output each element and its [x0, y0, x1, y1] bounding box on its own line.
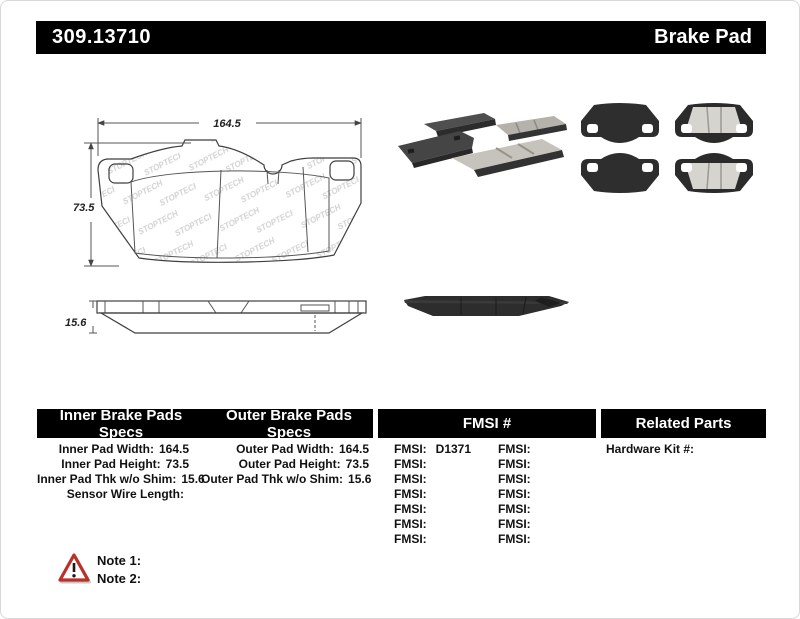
fmsi-row: FMSI: — [498, 472, 531, 486]
thickness-dim-marks — [89, 301, 97, 333]
spec-row: Outer Pad Thk w/o Shim: 15.6 — [201, 472, 372, 486]
fmsi-row: FMSI: — [498, 442, 531, 456]
width-dimension-label: 164.5 — [213, 118, 241, 130]
pads-photo-perspective — [396, 104, 586, 196]
spec-row: Sensor Wire Length: — [66, 487, 184, 501]
note-1: Note 1: — [97, 553, 142, 568]
spec-row: Outer Pad Height: 73.5 — [238, 457, 369, 471]
pad-friction-top-right — [675, 103, 753, 143]
shim-clip — [301, 305, 329, 311]
height-dimension-label: 73.5 — [73, 202, 95, 214]
inner-specs-table — [37, 442, 205, 502]
related-parts-table — [606, 442, 766, 457]
v-notch-lines — [208, 301, 249, 313]
related-parts-header-bar — [601, 409, 766, 438]
fmsi-row: FMSI: — [498, 517, 531, 531]
front-view-drawing — [71, 104, 381, 279]
product-title: Brake Pad — [654, 26, 752, 48]
fmsi-row: FMSI: D1371 — [394, 442, 472, 456]
spec-row: Outer Pad Width: 164.5 — [236, 442, 369, 456]
inner-specs-title: Inner Brake Pads Specs — [59, 406, 183, 441]
fmsi-title: FMSI # — [462, 415, 512, 432]
warning-triangle-icon — [57, 552, 91, 584]
pads-photo-flat — [579, 97, 757, 195]
fmsi-row: FMSI: — [498, 457, 531, 471]
outer-specs-title: Outer Brake Pads Specs — [226, 406, 352, 441]
fmsi-row: FMSI: — [394, 457, 427, 471]
fmsi-row: FMSI: — [394, 532, 427, 546]
friction-profile — [101, 313, 362, 333]
related-parts-title: Related Parts — [635, 415, 732, 432]
spec-row: Inner Pad Thk w/o Shim: 15.6 — [37, 472, 205, 486]
part-number: 309.13710 — [52, 26, 152, 48]
fmsi-row: FMSI: — [394, 502, 427, 516]
fmsi-table-col2 — [498, 442, 588, 547]
pad-photo-side-profile — [401, 291, 573, 323]
pad-back-bottom-left — [581, 153, 659, 193]
spec-row: Inner Pad Height: 73.5 — [61, 457, 189, 471]
note-2: Note 2: — [97, 571, 142, 586]
fmsi-row: FMSI: — [498, 532, 531, 546]
fmsi-row: FMSI: — [394, 487, 427, 501]
fmsi-row: FMSI: — [394, 472, 427, 486]
spec-row: Inner Pad Width: 164.5 — [58, 442, 189, 456]
header-bar — [36, 21, 766, 54]
fmsi-row: FMSI: — [394, 517, 427, 531]
fmsi-table-col1 — [394, 442, 498, 547]
pad-friction-bottom-right — [675, 153, 753, 193]
fmsi-row: FMSI: — [498, 487, 531, 501]
outer-specs-table — [201, 442, 372, 487]
related-row: Hardware Kit #: — [606, 442, 695, 456]
side-view-drawing — [53, 289, 383, 347]
pad-back-top-left — [581, 103, 659, 143]
fmsi-row: FMSI: — [498, 502, 531, 516]
thickness-dimension-label: 15.6 — [65, 317, 87, 329]
fmsi-header-bar — [378, 409, 596, 438]
pads-specs-header-bar — [37, 406, 373, 441]
pad-back-right — [496, 116, 567, 141]
